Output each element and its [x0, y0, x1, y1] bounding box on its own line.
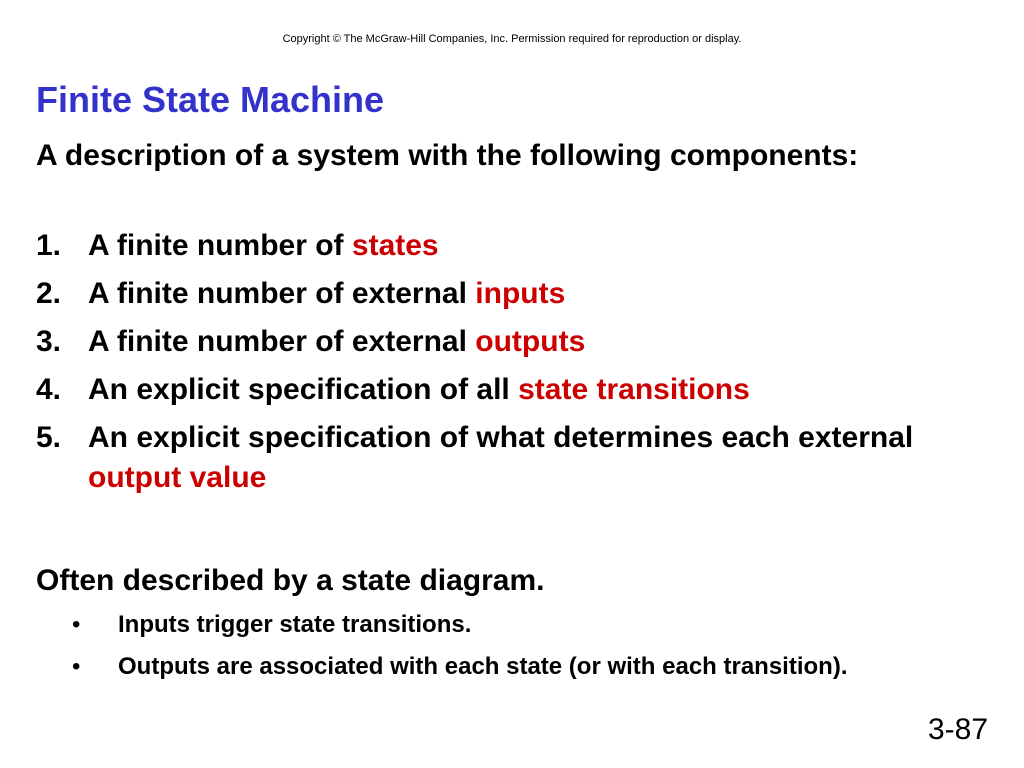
component-highlight: output value: [88, 461, 267, 494]
component-item-4: [36, 370, 996, 410]
component-highlight: state transitions: [518, 373, 750, 406]
component-item-5: [36, 418, 996, 498]
copyright-notice: Copyright © The McGraw-Hill Companies, Inc. Permission required for reproduction or display.: [282, 33, 742, 45]
state-diagram-note: Often described by a state diagram.: [36, 564, 545, 597]
slide-title: Finite State Machine: [36, 79, 385, 120]
slide-subtitle: A description of a system with the following components:: [36, 139, 859, 172]
component-text: A finite number of external: [88, 277, 476, 310]
component-item-1: [36, 226, 996, 266]
component-text: A finite number of: [88, 229, 352, 262]
component-text: A finite number of external: [88, 325, 476, 358]
components-list: [36, 226, 996, 506]
component-highlight: states: [351, 229, 439, 262]
bullet-item-inputs: [72, 610, 1002, 640]
component-item-3: [36, 322, 996, 362]
bullet-list: [72, 610, 1002, 694]
page-number: 3-87: [927, 713, 988, 746]
component-number: 1.: [36, 229, 62, 262]
component-item-2: [36, 274, 996, 314]
component-highlight: inputs: [475, 277, 566, 310]
component-number: 4.: [36, 373, 62, 406]
component-text: An explicit specification of what determines each external: [88, 421, 914, 454]
bullet-symbol: •: [72, 611, 81, 638]
component-number: 5.: [36, 421, 62, 454]
bullet-symbol: •: [72, 653, 81, 680]
component-number: 2.: [36, 277, 62, 310]
component-text: An explicit specification of all: [88, 373, 519, 406]
component-highlight: outputs: [475, 325, 586, 358]
bullet-text: Inputs trigger state transitions.: [118, 611, 472, 638]
component-number: 3.: [36, 325, 62, 358]
bullet-text: Outputs are associated with each state (or with each transition).: [118, 653, 848, 680]
bullet-item-outputs: [72, 652, 1002, 682]
